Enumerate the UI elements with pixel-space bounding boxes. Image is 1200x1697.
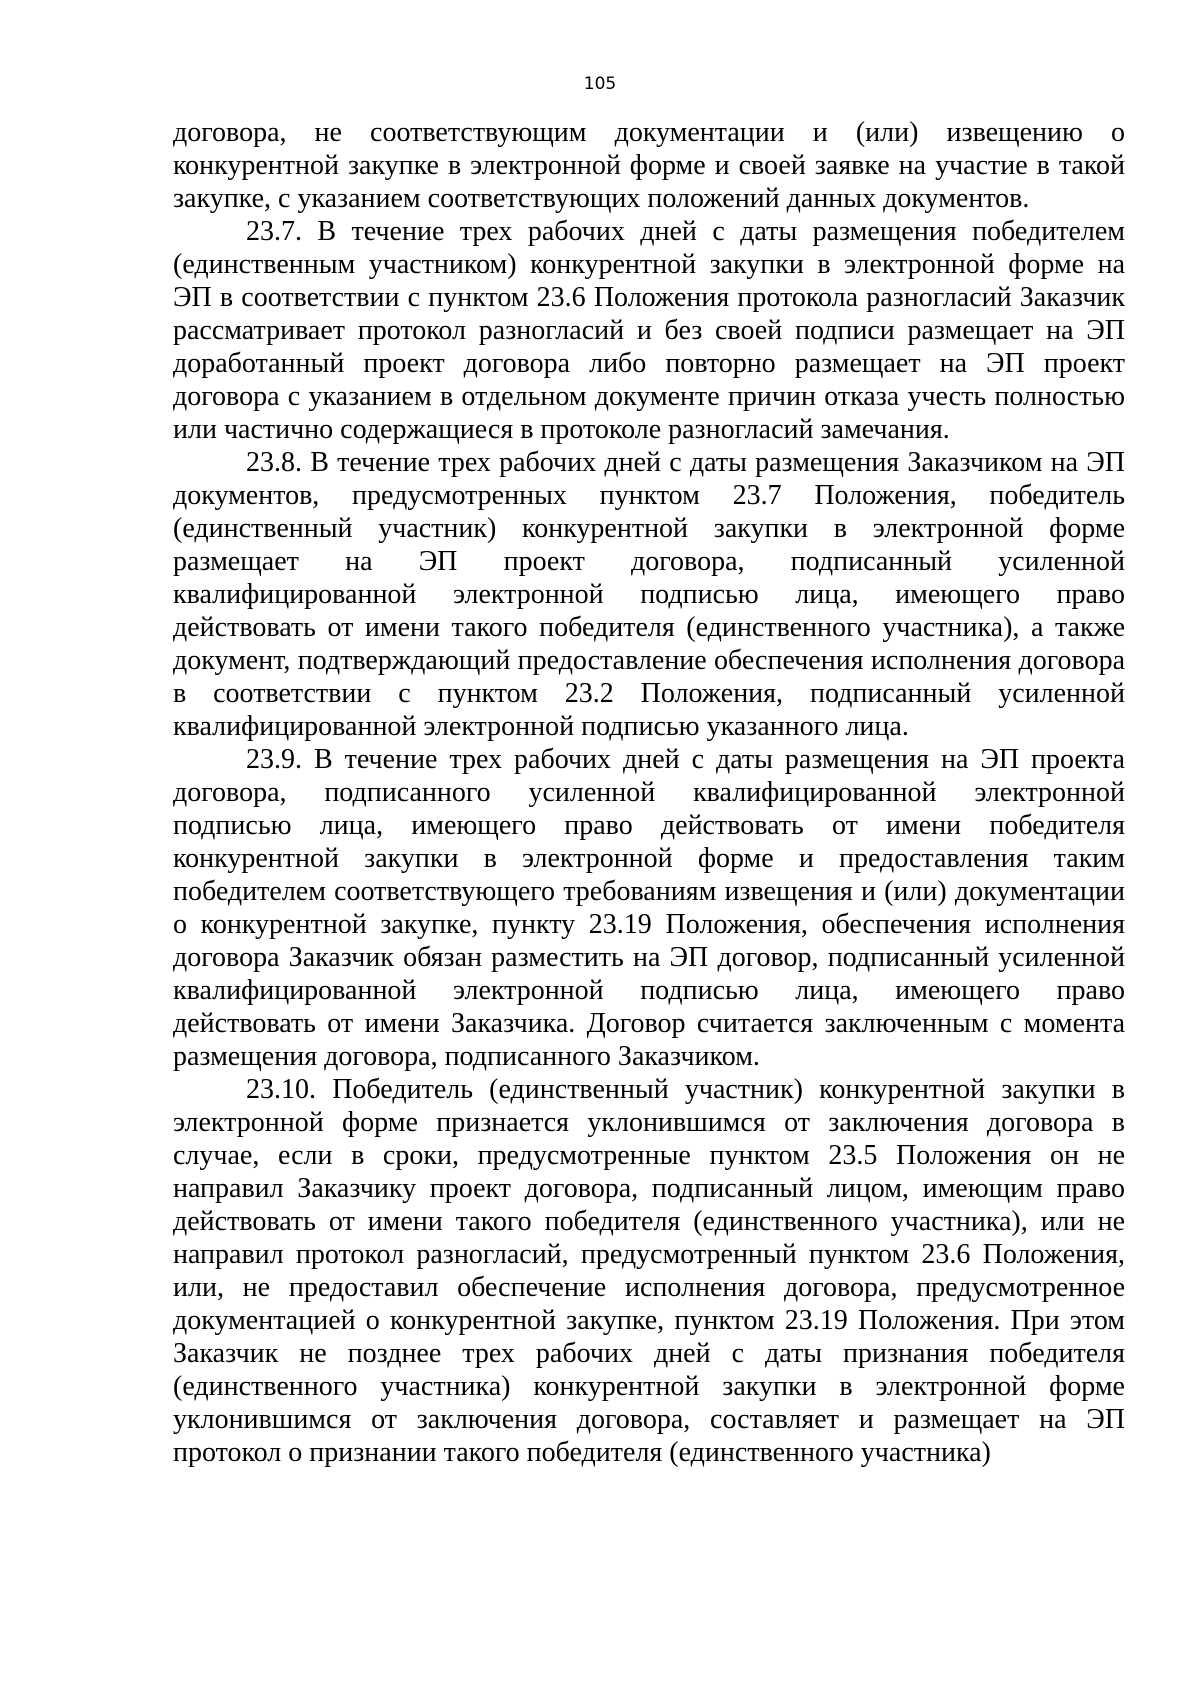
paragraph: 23.10. Победитель (единственный участник) конкурентной закупки в электронной форме признается уклонившимся от заключения договора в случае, если в сроки, предусмотренные пунктом 23.5 Положения он не направил Заказчику проект договора, подписанный лицом, имеющим право действовать от имени такого победителя (единственного участника), или не направил протокол разногласий, предусмотренный пунктом 23.6 Положения, или, не предоставил обеспечение исполнения договора, предусмотренное документацией о конкурентной закупке, пунктом 23.19 Положения. При этом Заказчик не позднее трех рабочих дней с даты признания победителя (единственного участника) конкурентной закупки в электронной форме уклонившимся от заключения договора, составляет и размещает на ЭП протокол о признании такого победителя (единственного участника) (173, 1074, 1125, 1468)
paragraph: договора, не соответствующим документации и (или) извещению о конкурентной закупке в электронной форме и своей заявке на участие в такой закупке, с указанием соответствующих положений данных документов. (173, 117, 1125, 214)
page-number: 105 (583, 74, 617, 94)
paragraph: 23.9. В течение трех рабочих дней с даты размещения на ЭП проекта договора, подписанного усиленной квалифицированной электронной подписью лица, имеющего право действовать от имени победителя конкурентной закупки в электронной форме и предоставления таким победителем соответствующего требованиям извещения и (или) документации о конкурентной закупке, пункту 23.19 Положения, обеспечения исполнения договора Заказчик обязан разместить на ЭП договор, подписанный усиленной квалифицированной электронной подписью лица, имеющего право действовать от имени Заказчика. Договор считается заключенным с момента размещения договора, подписанного Заказчиком. (173, 744, 1125, 1072)
paragraph: 23.8. В течение трех рабочих дней с даты размещения Заказчиком на ЭП документов, предусмотренных пунктом 23.7 Положения, победитель (единственный участник) конкурентной закупки в электронной форме размещает на ЭП проект договора, подписанный усиленной квалифицированной электронной подписью лица, имеющего право действовать от имени такого победителя (единственного участника), а также документ, подтверждающий предоставление обеспечения исполнения договора в соответствии с пунктом 23.2 Положения, подписанный усиленной квалифицированной электронной подписью указанного лица. (173, 447, 1125, 742)
document-body (173, 116, 1125, 1469)
paragraph: 23.7. В течение трех рабочих дней с даты размещения победителем (единственным участником) конкурентной закупки в электронной форме на ЭП в соответствии с пунктом 23.6 Положения протокола разногласий Заказчик рассматривает протокол разногласий и без своей подписи размещает на ЭП доработанный проект договора либо повторно размещает на ЭП проект договора с указанием в отдельном документе причин отказа учесть полностью или частично содержащиеся в протоколе разногласий замечания. (173, 216, 1125, 445)
